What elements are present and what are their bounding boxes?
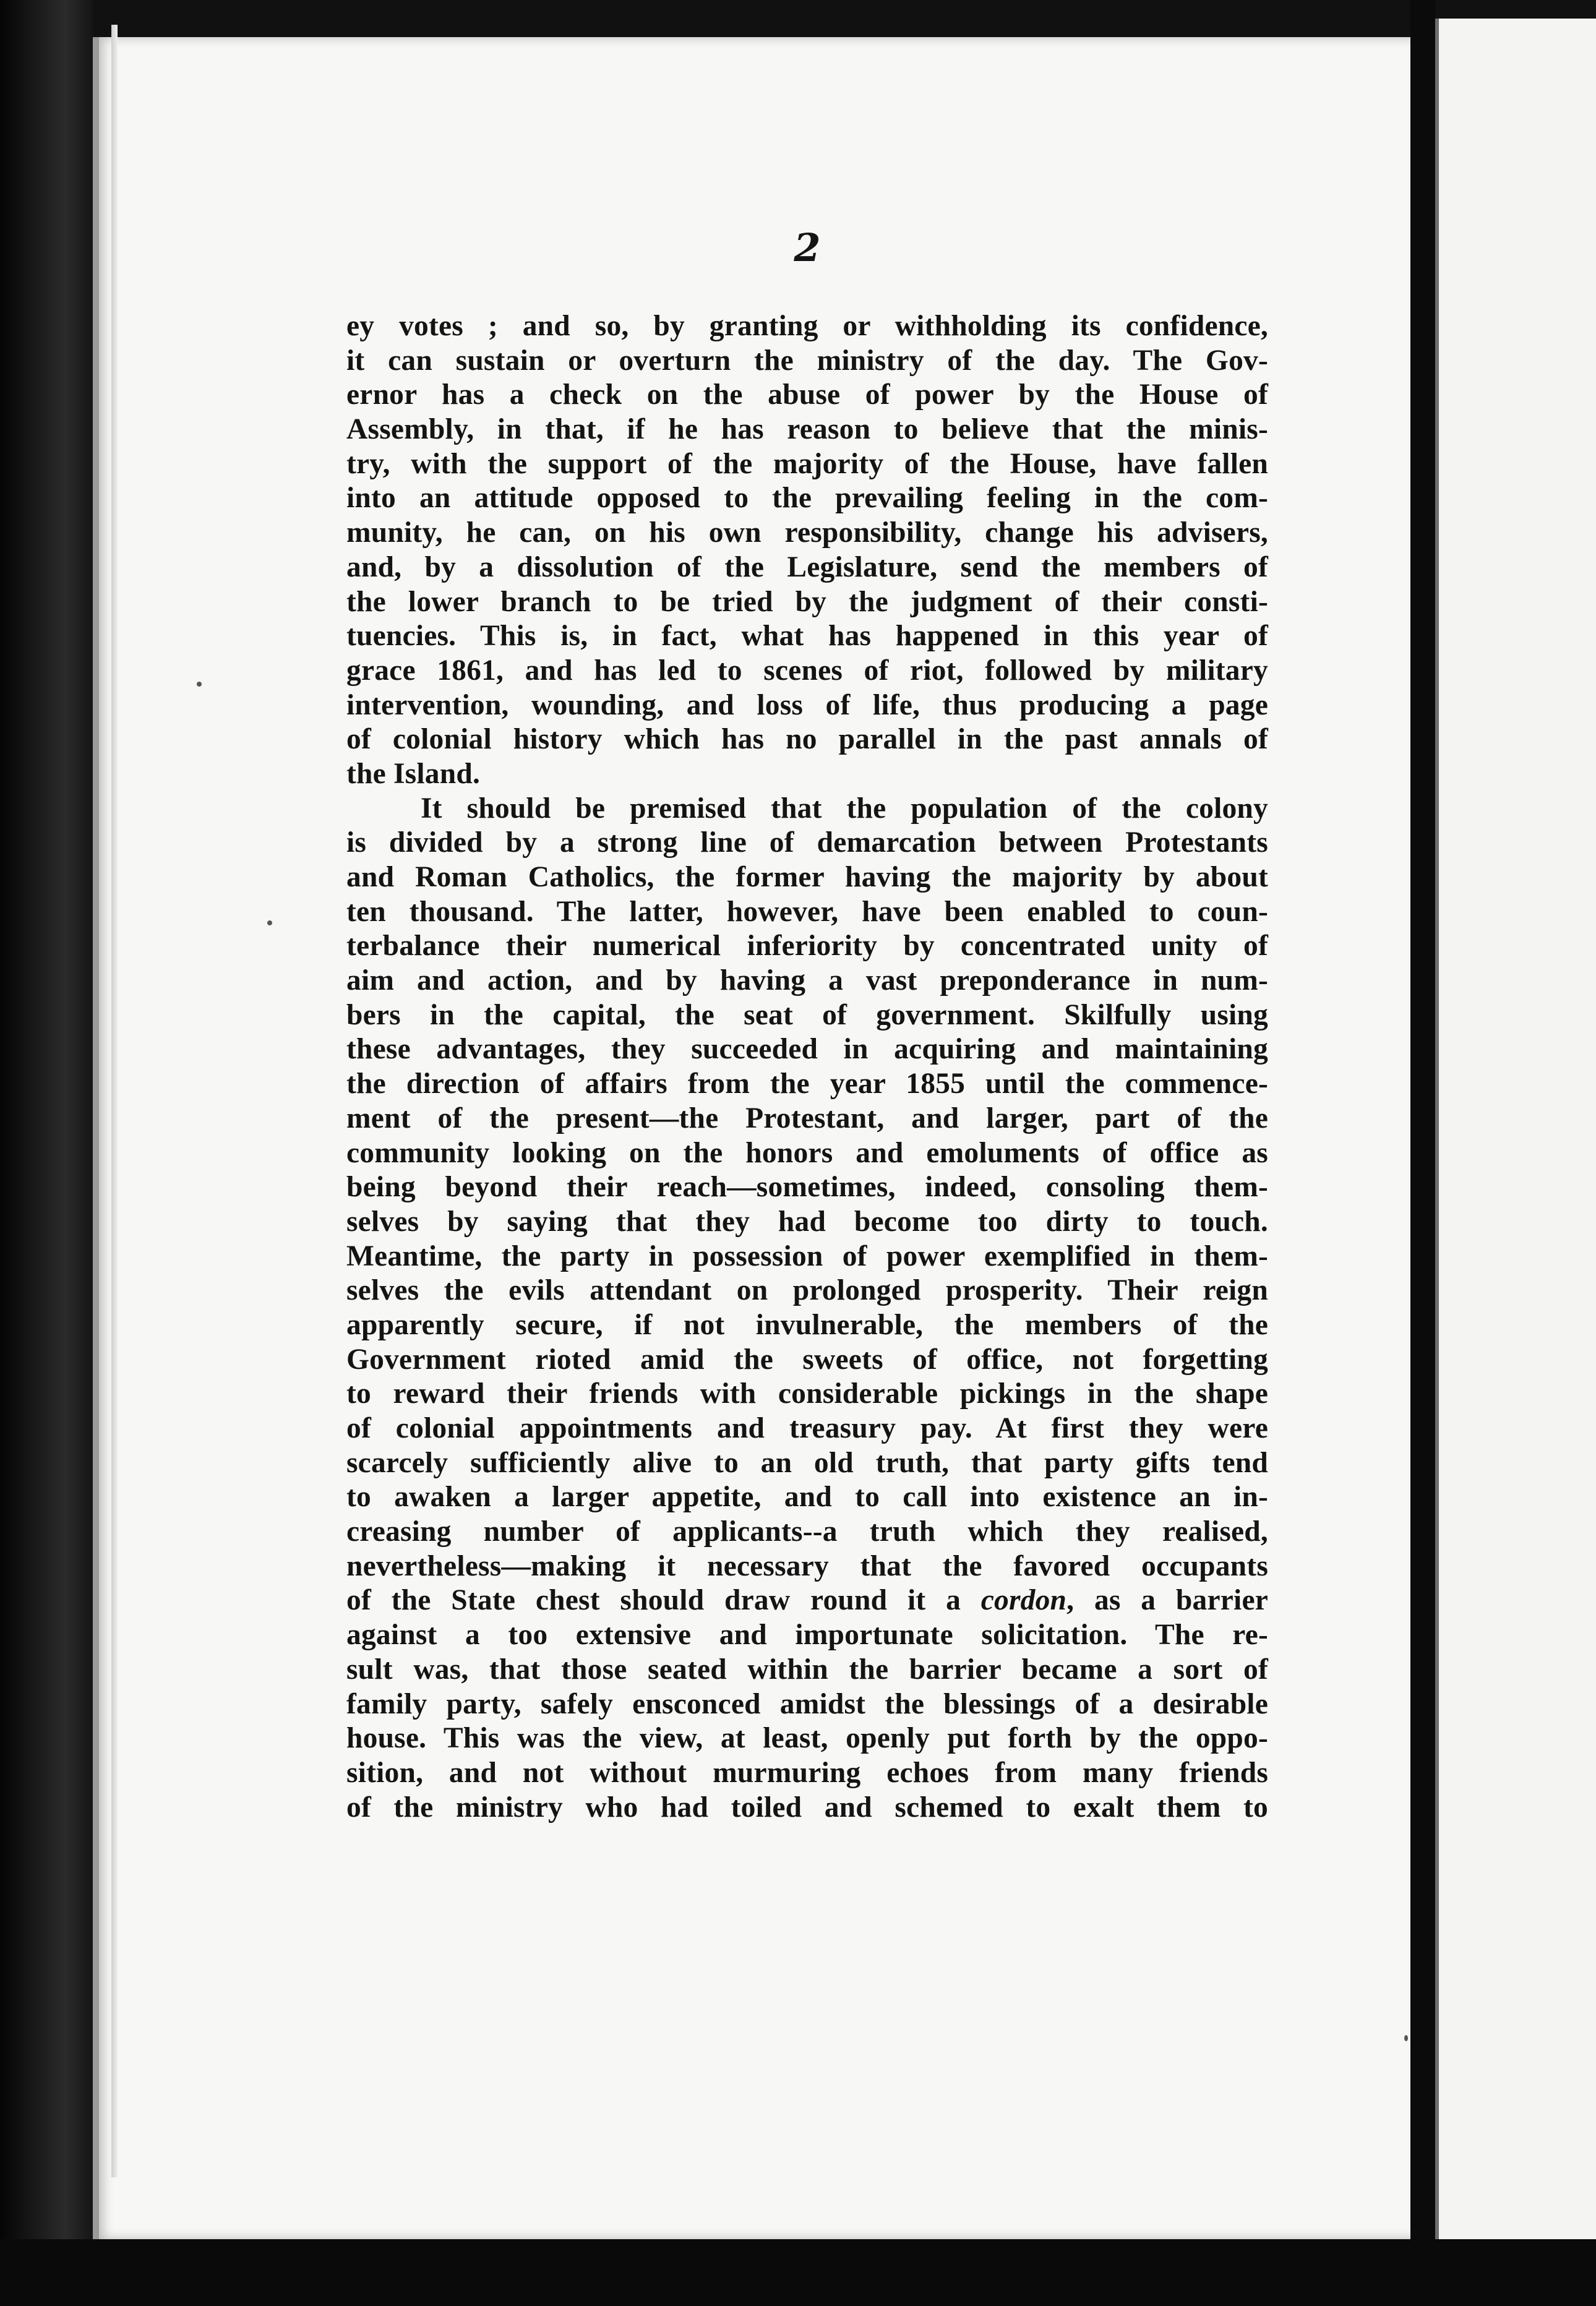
- text-line: into an attitude opposed to the prevailing feeling in the com-: [346, 482, 1268, 515]
- text-line: to reward their friends with considerable pickings in the shape: [346, 1378, 1268, 1410]
- text-line: tuencies. This is, in fact, what has happened in this year of: [346, 620, 1268, 653]
- text-segment: , as a barrier: [1066, 1584, 1269, 1617]
- text-line: terbalance their numerical inferiority by concentrated unity of: [346, 930, 1268, 962]
- text-line-with-italic: [346, 1584, 1268, 1618]
- text-line: sition, and not without murmuring echoes from many friends: [346, 1756, 1268, 1789]
- text-line: bers in the capital, the seat of government. Skilfully using: [346, 998, 1268, 1031]
- text-line: ment of the present—the Protestant, and larger, part of the: [346, 1102, 1268, 1134]
- text-line: scarcely sufficiently alive to an old truth, that party gifts tend: [346, 1446, 1268, 1479]
- body-text: [346, 309, 1268, 1825]
- page-fold-edge: [111, 25, 118, 2177]
- text-line: ernor has a check on the abuse of power by the House of: [346, 379, 1268, 411]
- text-line: and Roman Catholics, the former having the majority by about: [346, 861, 1268, 893]
- text-line: of colonial history which has no parallel in the past annals of: [346, 723, 1268, 756]
- scan-speck: [1404, 2035, 1408, 2041]
- text-line: Meantime, the party in possession of power exemplified in them-: [346, 1240, 1268, 1272]
- text-line: community looking on the honors and emoluments of office as: [346, 1136, 1268, 1169]
- text-line: family party, safely ensconced amidst the blessings of a desirable: [346, 1687, 1268, 1720]
- text-line: aim and action, and by having a vast preponderance in num-: [346, 964, 1268, 997]
- text-line: grace 1861, and has led to scenes of riot, followed by military: [346, 654, 1268, 687]
- scan-bottom-margin: [0, 2239, 1596, 2306]
- text-line: nevertheless—making it necessary that the favored occupants: [346, 1549, 1268, 1582]
- text-line: against a too extensive and importunate solicitation. The re-: [346, 1619, 1268, 1652]
- text-line: house. This was the view, at least, openly put forth by the oppo-: [346, 1722, 1268, 1755]
- scan-speck: [267, 920, 272, 925]
- facing-page-edge: [1435, 19, 1596, 2258]
- scan-speck: [197, 682, 202, 687]
- text-line: selves by saying that they had become too dirty to touch.: [346, 1205, 1268, 1238]
- text-line: the direction of affairs from the year 1855 until the commence-: [346, 1068, 1268, 1100]
- text-line: Assembly, in that, if he has reason to believe that the minis-: [346, 413, 1268, 446]
- text-line: intervention, wounding, and loss of life, thus producing a page: [346, 688, 1268, 721]
- text-line: the lower branch to be tried by the judgment of their consti-: [346, 585, 1268, 618]
- text-line: and, by a dissolution of the Legislature, send the members of: [346, 551, 1268, 583]
- text-line: is divided by a strong line of demarcation between Protestants: [346, 826, 1268, 859]
- text-line: selves the evils attendant on prolonged prosperity. Their reign: [346, 1274, 1268, 1307]
- text-line: these advantages, they succeeded in acquiring and maintaining: [346, 1033, 1268, 1066]
- text-line: Government rioted amid the sweets of office, not forgetting: [346, 1343, 1268, 1376]
- text-line: It should be premised that the population of the colony: [421, 792, 1268, 825]
- text-line: to awaken a larger appetite, and to call into existence an in-: [346, 1481, 1268, 1514]
- page-gutter: [1410, 0, 1435, 2306]
- text-line: apparently secure, if not invulnerable, the members of the: [346, 1308, 1268, 1341]
- text-line: the Island.: [346, 757, 481, 790]
- text-line: of colonial appointments and treasury pay. At first they were: [346, 1412, 1268, 1444]
- page-number: 2: [794, 225, 821, 270]
- text-line: try, with the support of the majority of the House, have fallen: [346, 447, 1268, 480]
- text-line: being beyond their reach—sometimes, indeed, consoling them-: [346, 1171, 1268, 1204]
- italic-word: cordon: [980, 1584, 1067, 1617]
- text-line: ey votes ; and so, by granting or withholding its confidence,: [346, 310, 1268, 342]
- text-segment: of the State chest should draw round it a: [346, 1584, 961, 1617]
- text-line: ten thousand. The latter, however, have been enabled to coun-: [346, 895, 1268, 928]
- text-line: munity, he can, on his own responsibility, change his advisers,: [346, 516, 1268, 549]
- text-line: it can sustain or overturn the ministry of the day. The Gov-: [346, 344, 1268, 377]
- left-binding-edge: [0, 0, 93, 2306]
- text-line: sult was, that those seated within the barrier became a sort of: [346, 1653, 1268, 1686]
- text-line: of the ministry who had toiled and schemed to exalt them to: [346, 1791, 1268, 1824]
- text-line: creasing number of applicants--a truth which they realised,: [346, 1515, 1268, 1548]
